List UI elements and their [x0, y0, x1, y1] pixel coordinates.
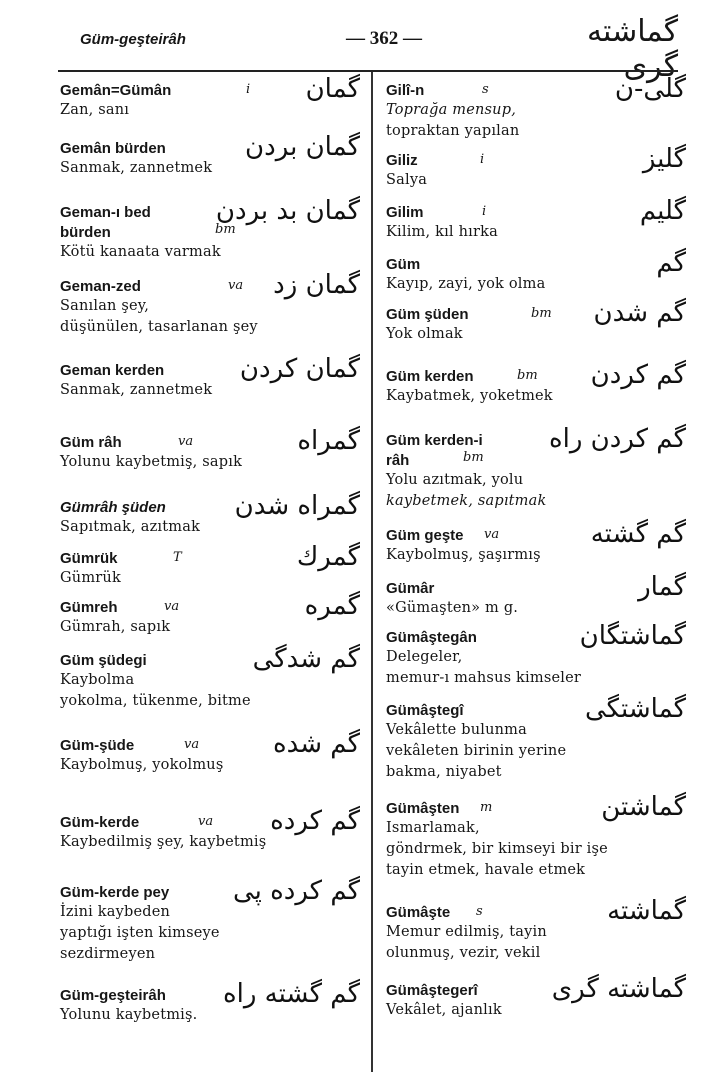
- arabic-script: گم کردن راه: [548, 424, 686, 454]
- grammar-tag: T: [173, 550, 182, 565]
- dictionary-entry: [386, 360, 696, 407]
- definition-line: Kötü kanaata varmak: [60, 244, 221, 260]
- headword: Güm kerden-i: [386, 432, 483, 449]
- dictionary-entry: [60, 426, 370, 473]
- grammar-tag: i: [246, 82, 251, 97]
- arabic-script: گلی-ن: [614, 74, 686, 104]
- definition-line: Ismarlamak,: [386, 820, 480, 836]
- dictionary-entry: [60, 729, 370, 776]
- definition-line: Sapıtmak, azıtmak: [60, 519, 201, 535]
- arabic-script: گم کرده پی: [232, 876, 360, 906]
- headword: Güm-geşteirâh: [60, 987, 166, 1004]
- header-rule: [58, 70, 678, 72]
- grammar-tag: s: [482, 82, 489, 97]
- arabic-script: گماشته گری: [551, 974, 686, 1004]
- column-divider: [371, 72, 373, 1072]
- headword: Güm geşte: [386, 527, 464, 544]
- grammar-tag: bm: [517, 368, 538, 383]
- definition-line: Kaybolmuş, yokolmuş: [60, 757, 224, 773]
- dictionary-entry: [386, 144, 696, 191]
- dictionary-entry: [386, 196, 696, 243]
- arabic-script: گم: [656, 248, 686, 278]
- arabic-script: گلیم: [639, 196, 686, 226]
- grammar-tag: va: [164, 599, 180, 614]
- headword: Gilî-n: [386, 82, 425, 99]
- definition-line: Sanmak, zannetmek: [60, 382, 213, 398]
- headword: Gümâşte: [386, 904, 451, 921]
- grammar-tag: bm: [463, 450, 484, 465]
- arabic-script: گماشته: [607, 896, 686, 926]
- headword: Gümrâh şüden: [60, 499, 166, 516]
- arabic-script: گماشتن: [601, 792, 686, 822]
- arabic-script: گمراه: [297, 426, 360, 456]
- headword: Geman-ı bed: [60, 204, 151, 221]
- dictionary-entry: [60, 542, 370, 589]
- headword: bürden: [60, 224, 111, 241]
- headword: râh: [386, 452, 410, 469]
- headword: Giliz: [386, 152, 418, 169]
- dictionary-entry: [386, 424, 696, 512]
- arabic-script: گمراه شدن: [234, 491, 360, 521]
- definition-line: Memur edilmiş, tayin: [386, 924, 547, 940]
- dictionary-entry: [60, 132, 370, 179]
- headword: Gümâştegî: [386, 702, 464, 719]
- arabic-script: گمان کردن: [239, 354, 360, 384]
- arabic-script: گمار: [638, 572, 686, 602]
- arabic-script: گم کرده: [270, 806, 360, 836]
- grammar-tag: va: [178, 434, 194, 449]
- definition-line: Kilim, kıl hırka: [386, 224, 498, 240]
- definition-line: olunmuş, vezir, vekil: [386, 945, 541, 961]
- grammar-tag: s: [476, 904, 483, 919]
- headword: Geman-zed: [60, 278, 141, 295]
- arabic-script: گم گشته راه: [223, 979, 360, 1009]
- headword: Gilim: [386, 204, 424, 221]
- definition-line: kaybetmek, sapıtmak: [386, 493, 547, 509]
- definition-line: yaptığı işten kimseye: [60, 925, 220, 941]
- arabic-script: گمان بردن: [245, 132, 360, 162]
- definition-line: Zan, sanı: [60, 102, 130, 118]
- dictionary-entry: [386, 694, 696, 783]
- arabic-script: گمرك: [296, 542, 360, 572]
- definition-line: Vekâlette bulunma: [386, 722, 527, 738]
- definition-line: Sanılan şey,: [60, 298, 150, 314]
- headword: Güm: [386, 256, 421, 273]
- arabic-script: گمان زد: [273, 270, 360, 300]
- headword: Gümâr: [386, 580, 435, 597]
- headword: Gümreh: [60, 599, 118, 616]
- arabic-script: گلیز: [642, 144, 686, 174]
- dictionary-entry: [60, 74, 370, 121]
- arabic-script: گم شدگی: [252, 644, 360, 674]
- headword: Gemân bürden: [60, 140, 166, 157]
- definition-line: Sanmak, zannetmek: [60, 160, 213, 176]
- headword: Güm şüden: [386, 306, 469, 323]
- arabic-script: گم شده: [272, 729, 360, 759]
- definition-line: göndrmek, bir kimseyi bir işe: [386, 841, 608, 857]
- definition-line: vekâleten birinin yerine: [386, 743, 567, 759]
- dictionary-entry: [386, 519, 696, 566]
- definition-line: İzini kaybeden: [60, 904, 171, 920]
- dictionary-entry: [60, 196, 370, 263]
- dictionary-entry: [386, 248, 696, 295]
- headword: Gümâşten: [386, 800, 460, 817]
- dictionary-entry: [386, 974, 696, 1021]
- definition-line: Vekâlet, ajanlık: [386, 1002, 502, 1018]
- dictionary-entry: [386, 621, 696, 689]
- dictionary-entry: [386, 896, 696, 964]
- headword: Güm kerden: [386, 368, 474, 385]
- dictionary-entry: [60, 876, 370, 965]
- arabic-script: گم گشته: [590, 519, 686, 549]
- grammar-tag: va: [228, 278, 244, 293]
- dictionary-entry: [386, 792, 696, 881]
- arabic-script: گم کردن: [590, 360, 686, 390]
- arabic-script: گمان: [305, 74, 360, 104]
- grammar-tag: i: [482, 204, 487, 219]
- dictionary-entry: [60, 354, 370, 401]
- definition-line: bakma, niyabet: [386, 764, 502, 780]
- dictionary-entry: [60, 806, 370, 853]
- definition-line: Yolunu kaybetmiş.: [60, 1007, 198, 1023]
- dictionary-entry: [60, 591, 370, 638]
- arabic-script: گماشتگی: [585, 694, 686, 724]
- definition-line: memur-ı mahsus kimseler: [386, 670, 582, 686]
- definition-line: Yolunu kaybetmiş, sapık: [60, 454, 243, 470]
- page-number: — 362 —: [346, 28, 422, 49]
- headword: Gemân=Gümân: [60, 82, 172, 99]
- definition-line: Yok olmak: [386, 326, 463, 342]
- definition-line: Toprağa mensup,: [386, 102, 517, 118]
- grammar-tag: va: [184, 737, 200, 752]
- headword: Güm-kerde: [60, 814, 140, 831]
- definition-line: tayin etmek, havale etmek: [386, 862, 586, 878]
- dictionary-entry: [386, 74, 696, 142]
- running-head-arabic: گماشته گری: [586, 14, 678, 84]
- definition-line: Gümrah, sapık: [60, 619, 171, 635]
- grammar-tag: bm: [531, 306, 552, 321]
- definition-line: Kayıp, zayi, yok olma: [386, 276, 546, 292]
- definition-line: Kaybolmuş, şaşırmış: [386, 547, 541, 563]
- definition-line: Kaybatmek, yoketmek: [386, 388, 553, 404]
- headword: Güm şüdegi: [60, 652, 147, 669]
- dictionary-entry: [60, 270, 370, 338]
- dictionary-entry: [386, 572, 696, 619]
- definition-line: Kaybolma: [60, 672, 135, 688]
- dictionary-entry: [60, 644, 370, 712]
- running-head: Güm-geşteirâh: [80, 31, 186, 48]
- arabic-script: گمان بد بردن: [215, 196, 360, 226]
- headword: Gümâştegerî: [386, 982, 478, 999]
- definition-line: yokolma, tükenme, bitme: [60, 693, 251, 709]
- grammar-tag: m: [480, 800, 493, 815]
- headword: Gümrük: [60, 550, 118, 567]
- arabic-script: گماشتگان: [579, 621, 686, 651]
- headword: Güm-şüde: [60, 737, 135, 754]
- definition-line: Kaybedilmiş şey, kaybetmiş: [60, 834, 267, 850]
- grammar-tag: va: [484, 527, 500, 542]
- headword: Güm râh: [60, 434, 122, 451]
- headword: Geman kerden: [60, 362, 165, 379]
- dictionary-entry: [386, 298, 696, 345]
- headword: Güm-kerde pey: [60, 884, 170, 901]
- grammar-tag: i: [480, 152, 485, 167]
- definition-line: topraktan yapılan: [386, 123, 520, 139]
- definition-line: Gümrük: [60, 570, 121, 586]
- headword: Gümâştegân: [386, 629, 477, 646]
- definition-line: Salya: [386, 172, 428, 188]
- definition-line: Delegeler,: [386, 649, 463, 665]
- grammar-tag: va: [198, 814, 214, 829]
- dictionary-entry: [60, 491, 370, 538]
- dictionary-entry: [60, 979, 370, 1026]
- definition-line: düşünülen, tasarlanan şey: [60, 319, 258, 335]
- definition-line: Yolu azıtmak, yolu: [386, 472, 524, 488]
- definition-line: «Gümaşten» m g.: [386, 600, 519, 616]
- definition-line: sezdirmeyen: [60, 946, 156, 962]
- page-header: [0, 0, 719, 84]
- grammar-tag: bm: [215, 222, 236, 237]
- arabic-script: گم شدن: [593, 298, 686, 328]
- arabic-script: گمره: [304, 591, 360, 621]
